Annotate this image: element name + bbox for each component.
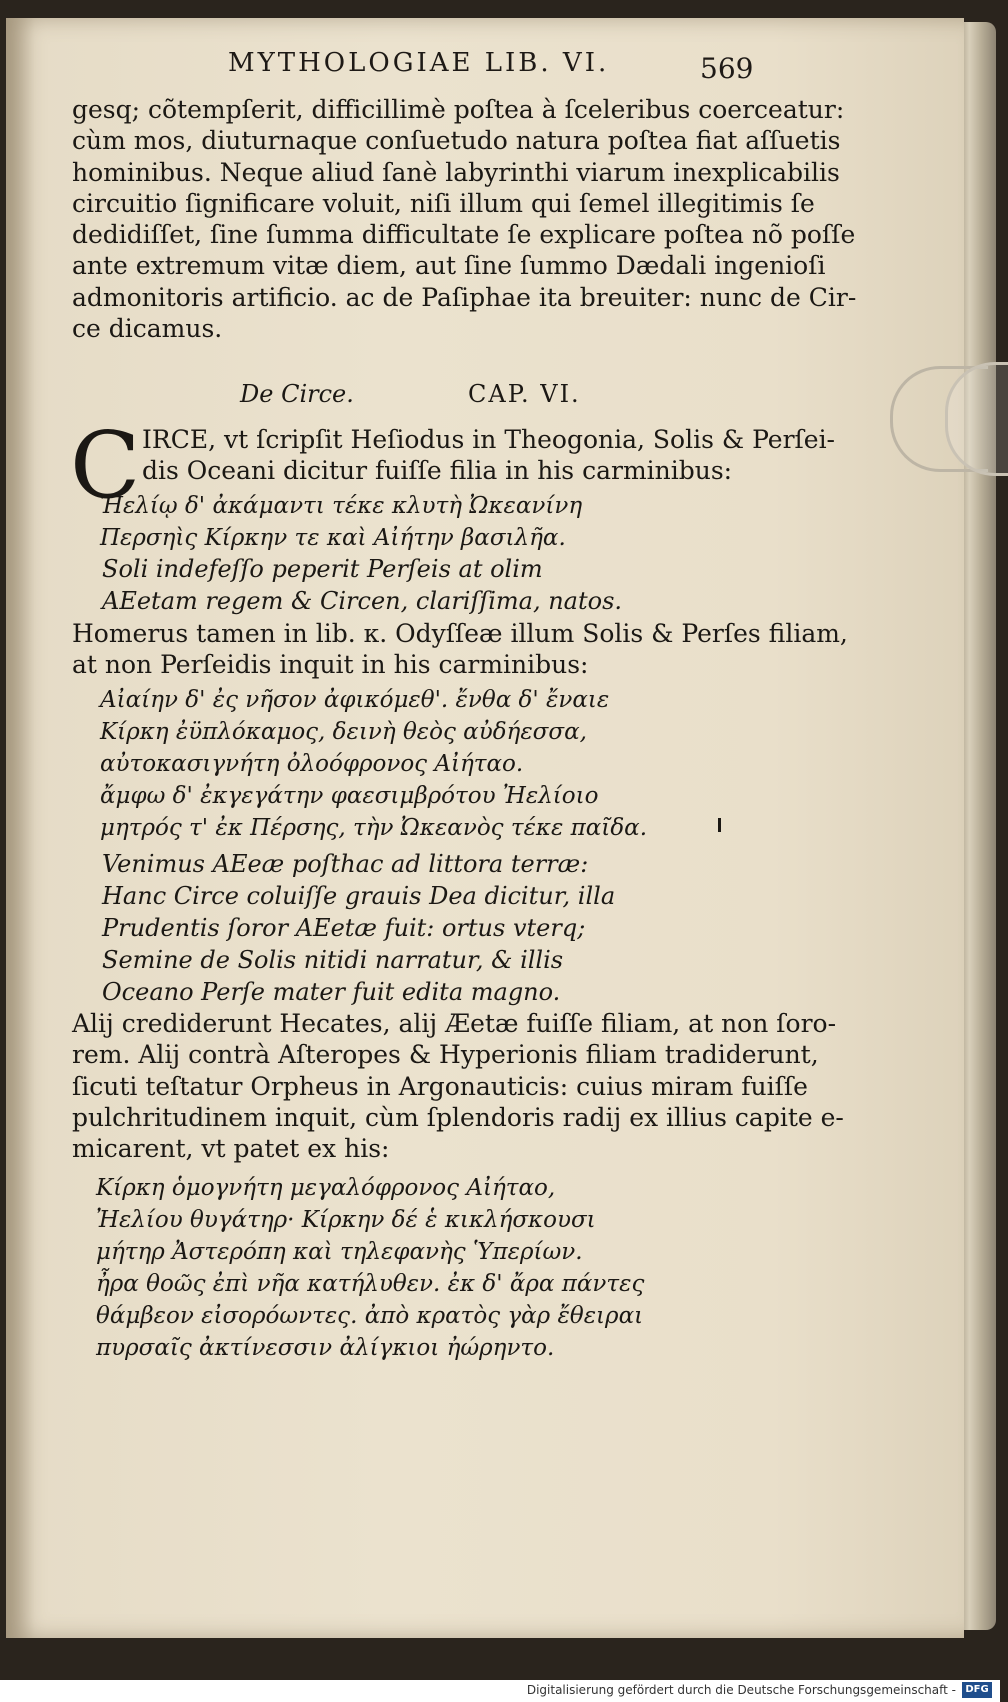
verse-line: Κίρκη ἐϋπλόκαμος, δεινὴ θεὸς αὐδήεσσα, xyxy=(100,719,587,745)
text-line: IRCE, vt ſcripſit Heſiodus in Theogonia, Solis & Perſei- xyxy=(142,425,836,454)
text-line: admonitoris artificio. ac de Paſiphae ita breuiter: nunc de Cir- xyxy=(72,282,857,312)
ink-mark xyxy=(718,818,721,832)
funding-credit: Digitalisierung gefördert durch die Deutsche Forschungsgemeinschaft - xyxy=(526,1683,956,1697)
page-number: 569 xyxy=(700,52,754,85)
verse-line: μήτηρ Ἀστερόπη καὶ τηλεφανὴς Ὑπερίων. xyxy=(96,1239,583,1265)
chapter-number: CAP. VI. xyxy=(468,380,581,408)
text-line: ſicuti teſtatur Orpheus in Argonauticis: cuius miram fuiſſe xyxy=(72,1071,808,1101)
verse-line: ἄμφω δ' ἐκγεγάτην φαεσιμβρότου Ἠελίοιο xyxy=(100,783,599,809)
text-line: hominibus. Neque aliud ſanè labyrinthi viarum inexplicabilis xyxy=(72,157,840,187)
text-line: at non Perſeidis inquit in his carminibus: xyxy=(72,650,589,680)
verse-line: Prudentis ſoror AEetæ fuit: ortus vterq; xyxy=(102,914,586,942)
paragraph-homer xyxy=(72,618,848,681)
paragraph-continuation xyxy=(72,94,857,344)
paragraph-circe-intro xyxy=(142,424,836,487)
verse-line: Semine de Solis nitidi narratur, & illis xyxy=(102,946,564,974)
verse-line: Ἠελίῳ δ' ἀκάμαντι τέκε κλυτὴ Ὠκεανίνη xyxy=(100,493,583,519)
verse-line: Venimus AEeæ poſthac ad littora terræ: xyxy=(102,850,589,878)
verse-line: θάμβεον εἰσορόωντες. ἀπὸ κρατὸς γὰρ ἔθειραι xyxy=(96,1303,644,1329)
text-line: micarent, vt patet ex his: xyxy=(72,1134,390,1164)
verse-line: Ἠελίου θυγάτηρ· Κίρκην δέ ἑ κικλήσκουσι xyxy=(96,1207,596,1233)
verse-line: Hanc Circe coluiſſe grauis Dea dicitur, illa xyxy=(102,882,616,910)
chapter-heading xyxy=(240,380,760,408)
paragraph-orpheus xyxy=(72,1008,844,1164)
greek-verse-hesiod xyxy=(100,490,760,554)
text-line: Alij crediderunt Hecates, alij Æetæ fuiſſe filiam, at non ſoro- xyxy=(72,1009,837,1038)
dfg-logo: DFG xyxy=(962,1682,992,1698)
verse-line: Αἰαίην δ' ἐς νῆσον ἀφικόμεθ'. ἔνθα δ' ἔναιε xyxy=(100,687,610,713)
verse-line: Oceano Perſe mater fuit edita magno. xyxy=(102,978,561,1006)
text-line: circuitio ſignificare voluit, niſi illum qui ſemel illegitimis ſe xyxy=(72,188,815,218)
text-line: dis Oceani dicitur fuiſſe filia in his carminibus: xyxy=(142,456,733,486)
verse-line: AEetam regem & Circen, clariſſima, natos. xyxy=(102,587,623,615)
drop-capital: C xyxy=(70,412,141,519)
chapter-title: De Circe. xyxy=(240,380,354,408)
greek-verse-homer xyxy=(100,684,760,844)
verse-line: μητρός τ' ἐκ Πέρσης, τὴν Ὠκεανὸς τέκε παῖδα. xyxy=(100,815,648,841)
verse-line: Soli indefeſſo peperit Perſeis at olim xyxy=(102,555,543,583)
text-line: gesq; cõtempſerit, difficillimè poſtea à ſceleribus coerceatur: xyxy=(72,95,845,124)
greek-verse-orpheus xyxy=(96,1172,756,1364)
text-line: dedidiſſet, ſine ſumma difficultate ſe explicare poſtea nõ poſſe xyxy=(72,220,856,250)
verse-line: Κίρκη ὁμογνήτη μεγαλόφρονος Αἰήταο, xyxy=(96,1175,556,1201)
running-title: MYTHOLOGIAE LIB. VI. xyxy=(228,48,610,78)
text-line: cùm mos, diuturnaque conſuetudo natura poſtea fiat aſſuetis xyxy=(72,126,841,156)
text-line: Homerus tamen in lib. κ. Odyſſeæ illum Solis & Perſes filiam, xyxy=(72,619,848,648)
text-line: rem. Alij contrà Aſteropes & Hyperionis filiam tradiderunt, xyxy=(72,1040,819,1070)
text-line: pulchritudinem inquit, cùm ſplendoris radij ex illius capite e- xyxy=(72,1102,844,1132)
text-line: ce dicamus. xyxy=(72,314,223,344)
verse-line: πυρσαῖς ἀκτίνεσσιν ἀλίγκιοι ἠώρηντο. xyxy=(96,1335,555,1361)
latin-verse-homer xyxy=(102,848,762,1008)
latin-verse-hesiod xyxy=(102,553,762,617)
verse-line: ἦρα θοῶς ἐπὶ νῆα κατήλυθεν. ἐκ δ' ἄρα πάντες xyxy=(96,1271,645,1297)
verse-line: αὐτοκασιγνήτη ὀλοόφρονος Αἰήταο. xyxy=(100,751,524,777)
verse-line: Περσηὶς Κίρκην τε καὶ Αἰήτην βασιλῆα. xyxy=(100,525,566,551)
text-line: ante extremum vitæ diem, aut ſine ſummo Dædali ingenioſi xyxy=(72,251,826,281)
